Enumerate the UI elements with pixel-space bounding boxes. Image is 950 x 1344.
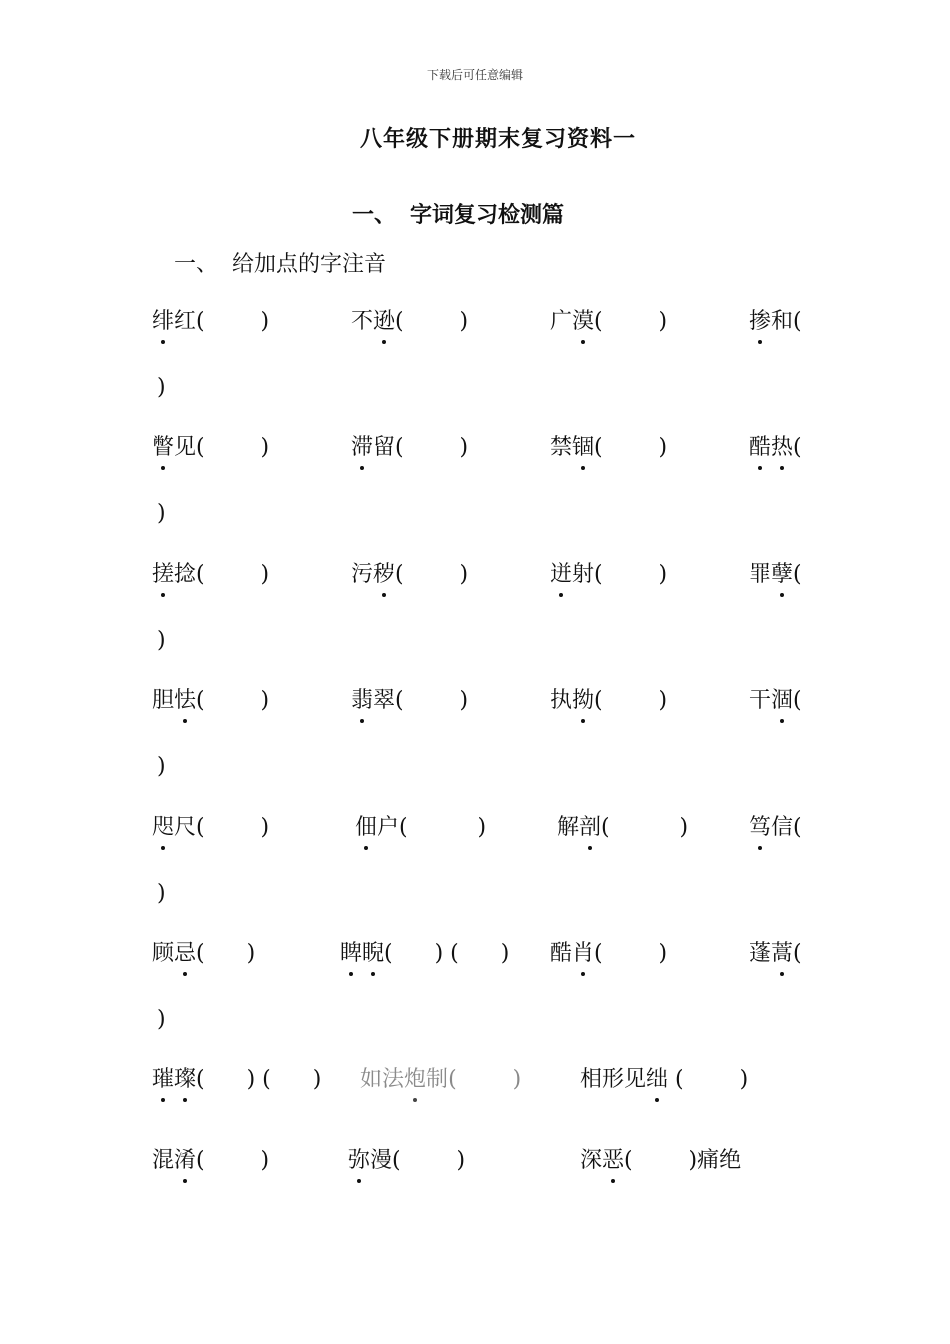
dotted-character: 怯 (174, 688, 197, 713)
section-heading (352, 198, 564, 229)
document-title: 八年级下册期末复习资料一 (359, 126, 636, 152)
dotted-character: 璀 (152, 1067, 175, 1092)
exercise-item (152, 687, 269, 715)
dotted-character: 蒿 (771, 941, 794, 966)
dotted-character: 绌 (646, 1067, 669, 1092)
exercise-item (550, 434, 667, 462)
exercise-item (749, 940, 802, 968)
character: 红 (174, 309, 197, 334)
character: 形 (602, 1067, 625, 1092)
answer-blank[interactable]: ( ) (196, 815, 270, 840)
exercise-item (152, 308, 269, 336)
dotted-character: 佃 (355, 815, 378, 840)
character: 广 (550, 309, 573, 334)
section-number: 一、 (352, 202, 397, 228)
dotted-character: 炮 (404, 1067, 427, 1092)
character: 法 (382, 1067, 405, 1092)
exercise-item (152, 940, 255, 968)
dotted-character: 睨 (362, 941, 385, 966)
page-header: 下载后可任意编辑 (426, 68, 523, 82)
dotted-character: 咫 (152, 815, 175, 840)
character: 如 (360, 1067, 383, 1092)
answer-blank[interactable]: ( ) (399, 815, 487, 840)
character: 酷 (550, 941, 573, 966)
dotted-character: 笃 (749, 815, 772, 840)
answer-blank[interactable]: ( ) (668, 1067, 749, 1092)
answer-blank[interactable]: ( ) (594, 688, 668, 713)
wrapped-closing-paren: ) (157, 628, 166, 653)
dotted-character: 睥 (340, 941, 363, 966)
exercise-item (351, 687, 468, 715)
character: 翠 (373, 688, 396, 713)
answer-blank[interactable]: ( (793, 688, 802, 713)
character: 干 (749, 688, 772, 713)
answer-blank[interactable]: ( ) (392, 1148, 466, 1173)
answer-blank[interactable]: ( ) (196, 1148, 270, 1173)
character: 顾 (152, 941, 175, 966)
answer-blank[interactable]: ( ) (594, 562, 668, 587)
dotted-character: 掺 (749, 309, 772, 334)
exercise-item (348, 1147, 465, 1175)
dotted-character: 滞 (351, 435, 374, 460)
character: 射 (572, 562, 595, 587)
dotted-character: 绯 (152, 309, 175, 334)
wrapped-closing-paren: ) (157, 375, 166, 400)
dotted-character: 弥 (348, 1148, 371, 1173)
exercise-item (152, 434, 269, 462)
dotted-character: 剖 (579, 815, 602, 840)
character: 深 (580, 1148, 603, 1173)
exercise-item (152, 1147, 269, 1175)
answer-blank[interactable]: ( ) (601, 815, 689, 840)
character: 执 (550, 688, 573, 713)
exercise-item (749, 687, 802, 715)
exercise-item (550, 561, 667, 589)
answer-blank[interactable]: ( (793, 815, 802, 840)
exercise-item (550, 308, 667, 336)
answer-blank[interactable]: ( ) (594, 941, 668, 966)
character: 制 (426, 1067, 449, 1092)
exercise-item (749, 814, 802, 842)
answer-blank[interactable]: ( ) ( ) (196, 1067, 322, 1092)
dotted-character: 淆 (174, 1148, 197, 1173)
answer-blank[interactable]: ( ) (196, 941, 256, 966)
character: 不 (351, 309, 374, 334)
wrapped-closing-paren: ) (157, 501, 166, 526)
answer-blank[interactable]: ( (793, 309, 802, 334)
dotted-character: 肖 (572, 941, 595, 966)
answer-blank[interactable]: ( ) (448, 1067, 522, 1092)
answer-blank[interactable]: ( ) (196, 688, 270, 713)
dotted-character: 忌 (174, 941, 197, 966)
character: 禁 (550, 435, 573, 460)
exercise-item (152, 561, 269, 589)
wrapped-closing-paren: ) (157, 881, 166, 906)
answer-blank[interactable]: ( (793, 435, 802, 460)
exercise-item (557, 814, 688, 842)
answer-blank[interactable]: ( ) (196, 309, 270, 334)
answer-blank[interactable]: ( (793, 562, 802, 587)
answer-blank[interactable]: ( ) ( ) (384, 941, 510, 966)
answer-blank[interactable]: ( ) (395, 562, 469, 587)
exercise-item (351, 561, 468, 589)
character: 见 (174, 435, 197, 460)
dotted-character: 迸 (550, 562, 573, 587)
subsection-label: 给加点的字注音 (232, 252, 387, 277)
exercise-item (550, 940, 667, 968)
answer-blank[interactable]: ( ) (196, 435, 270, 460)
dotted-character: 搓 (152, 562, 175, 587)
exercise-item (351, 308, 468, 336)
exercise-item (340, 940, 509, 968)
character: 解 (557, 815, 580, 840)
exercise-item (580, 1147, 741, 1175)
answer-blank[interactable]: ( ) (196, 562, 270, 587)
answer-blank[interactable]: ( ) (395, 688, 469, 713)
exercise-item (749, 561, 802, 589)
dotted-character: 孽 (771, 562, 794, 587)
dotted-character: 热 (771, 435, 794, 460)
exercise-item (152, 1066, 321, 1094)
character: 混 (152, 1148, 175, 1173)
exercise-item (152, 814, 269, 842)
dotted-character: 酷 (749, 435, 772, 460)
character: 相 (580, 1067, 603, 1092)
dotted-character: 漠 (572, 309, 595, 334)
character: 尺 (174, 815, 197, 840)
exercise-item (749, 308, 802, 336)
answer-blank[interactable]: ( ) (594, 309, 668, 334)
dotted-character: 翡 (351, 688, 374, 713)
character: 胆 (152, 688, 175, 713)
answer-blank[interactable]: ( (793, 941, 802, 966)
dotted-character: 瞥 (152, 435, 175, 460)
character: 户 (377, 815, 400, 840)
section-label: 字词复习检测篇 (410, 202, 565, 228)
wrapped-closing-paren: ) (157, 754, 166, 779)
character: 见 (624, 1067, 647, 1092)
dotted-character: 锢 (572, 435, 595, 460)
character: 捻 (174, 562, 197, 587)
character: 蓬 (749, 941, 772, 966)
dotted-character: 璨 (174, 1067, 197, 1092)
answer-blank[interactable]: ( )痛绝 (624, 1148, 742, 1173)
exercise-item (749, 434, 802, 462)
character: 留 (373, 435, 396, 460)
subsection-number: 一、 (174, 252, 219, 277)
answer-blank[interactable]: ( ) (594, 435, 668, 460)
dotted-character: 秽 (373, 562, 396, 587)
character: 罪 (749, 562, 772, 587)
exercise-item (550, 687, 667, 715)
exercise-item (351, 434, 468, 462)
character: 污 (351, 562, 374, 587)
wrapped-closing-paren: ) (157, 1007, 166, 1032)
answer-blank[interactable]: ( ) (395, 435, 469, 460)
subsection-heading (174, 247, 386, 278)
exercise-item (355, 814, 486, 842)
exercise-item (580, 1066, 748, 1094)
dotted-character: 拗 (572, 688, 595, 713)
dotted-character: 恶 (602, 1148, 625, 1173)
dotted-character: 逊 (373, 309, 396, 334)
character: 信 (771, 815, 794, 840)
character: 和 (771, 309, 794, 334)
dotted-character: 涸 (771, 688, 794, 713)
character: 漫 (370, 1148, 393, 1173)
answer-blank[interactable]: ( ) (395, 309, 469, 334)
exercise-item (360, 1066, 521, 1094)
